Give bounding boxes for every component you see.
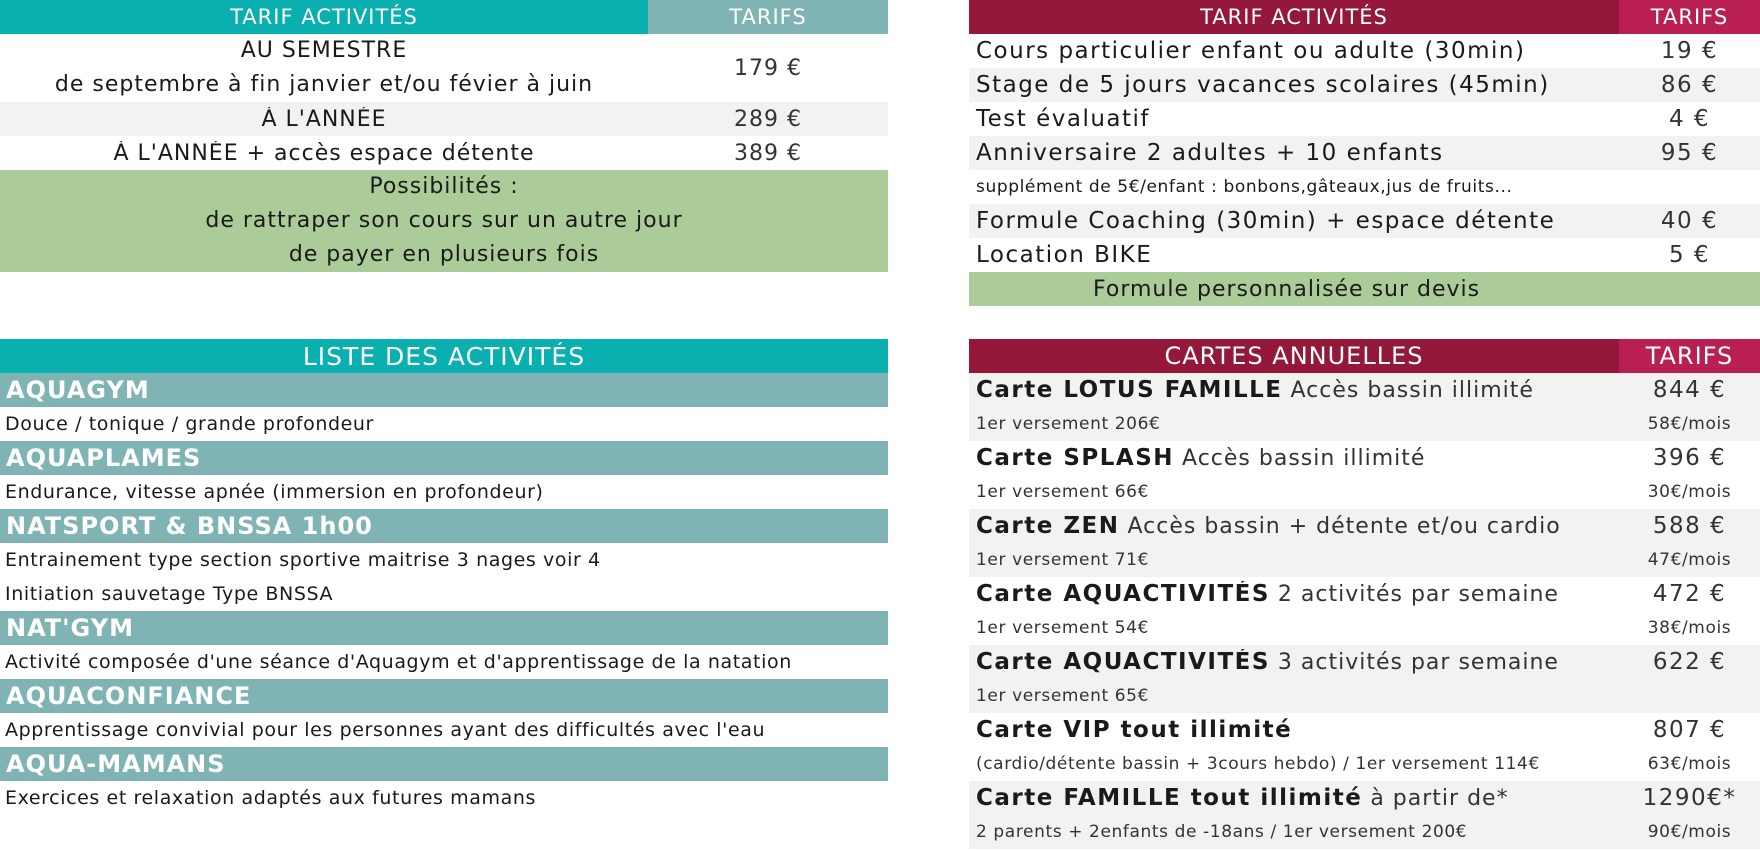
carte-detail: Accès bassin illimité: [1282, 378, 1534, 403]
possibilites-box: [0, 170, 888, 272]
activites-list: [0, 373, 888, 815]
carte-price: 844 €: [1652, 377, 1727, 403]
carte-name: Carte SPLASH: [976, 445, 1175, 471]
carte-sub-row: [969, 679, 1760, 713]
tarifs-droite-rows: [969, 34, 1760, 272]
carte-mensualite: 30€/mois: [1647, 482, 1732, 502]
tarif-droite-price: 95 €: [1660, 140, 1719, 166]
tarif-droite-label: Stage de 5 jours vacances scolaires (45min): [976, 72, 1550, 98]
tarif-droite-label: Location BIKE: [976, 242, 1153, 268]
carte-versement: 1er versement 66€: [976, 482, 1150, 502]
carte-price: 588 €: [1652, 513, 1727, 539]
activite-description: Initiation sauvetage Type BNSSA: [5, 583, 334, 605]
carte-label: [969, 717, 1619, 743]
tarif-row-annee: [0, 102, 888, 136]
carte-label: [969, 377, 1619, 403]
activite-name: NATSPORT & BNSSA 1h00: [0, 509, 888, 543]
carte-sub-row: [969, 407, 1760, 441]
carte-label: [969, 445, 1619, 471]
tarif-row-annee-detente: [0, 136, 888, 170]
cartes-header-label: CARTES ANNUELLES: [969, 339, 1619, 373]
carte-mensualite: 58€/mois: [1647, 414, 1732, 434]
carte-sub-row: [969, 611, 1760, 645]
cartes-header: [969, 339, 1760, 373]
activite-description: Apprentissage convivial pour les personnes ayant des difficultés avec l'eau: [5, 719, 766, 741]
tarif-droite-label: Test évaluatif: [976, 106, 1151, 132]
activite-description: Exercices et relaxation adaptés aux futures mamans: [5, 787, 536, 809]
carte-mensualite: 38€/mois: [1647, 618, 1732, 638]
carte-price: 472 €: [1652, 581, 1727, 607]
carte-name: Carte LOTUS FAMILLE: [976, 377, 1283, 403]
tarif-droite-label: Formule Coaching (30min) + espace détente: [976, 208, 1556, 234]
tarifs-droite-panel: [969, 0, 1760, 306]
tarif-droite-label: Anniversaire 2 adultes + 10 enfants: [976, 140, 1444, 166]
carte-versement: 1er versement 65€: [976, 686, 1150, 706]
cartes-header-price: TARIFS: [1619, 339, 1760, 373]
tarifs-droite-header-price: TARIFS: [1619, 0, 1760, 34]
carte-detail: à partir de*: [1362, 786, 1509, 811]
carte-name: Carte ZEN: [976, 513, 1120, 539]
possibilites-title: Possibilités :: [369, 174, 519, 199]
cartes-panel: [969, 339, 1760, 849]
carte-detail: Accès bassin + détente et/ou cardio: [1119, 514, 1561, 539]
tarifs-droite-header: [969, 0, 1760, 34]
carte-price: 622 €: [1652, 649, 1727, 675]
tarif-droite-label: Cours particulier enfant ou adulte (30min): [976, 38, 1526, 64]
activite-description: Endurance, vitesse apnée (immersion en profondeur): [5, 481, 544, 503]
carte-versement: (cardio/détente bassin + 3cours hebdo) / 1er versement 114€: [976, 754, 1540, 774]
tarif-droite-row: [969, 102, 1760, 136]
carte-detail: Accès bassin illimité: [1174, 446, 1426, 471]
activite-description: Entrainement type section sportive maitrise 3 nages voir 4: [5, 549, 601, 571]
tarif-droite-price: 40 €: [1660, 208, 1719, 234]
activite-name: AQUA-MAMANS: [0, 747, 888, 781]
carte-row: [969, 577, 1760, 611]
carte-row: [969, 781, 1760, 815]
tarif-droite-label: supplément de 5€/enfant : bonbons,gâteaux,jus de fruits...: [976, 177, 1513, 197]
tarif-droite-row: [969, 136, 1760, 170]
tarif-droite-price: 5 €: [1668, 242, 1711, 268]
tarif-label: À L'ANNÉE: [261, 106, 387, 132]
carte-price: 807 €: [1652, 717, 1727, 743]
activite-name: NAT'GYM: [0, 611, 888, 645]
tarif-droite-row: [969, 34, 1760, 68]
carte-price: 396 €: [1652, 445, 1727, 471]
tarif-label-detail: de septembre à fin janvier et/ou févier à juin: [54, 72, 594, 97]
carte-price: 1290€*: [1642, 785, 1737, 811]
carte-row: [969, 373, 1760, 407]
tarif-label: AU SEMESTRE: [240, 38, 408, 63]
carte-versement: 2 parents + 2enfants de -18ans / 1er versement 200€: [976, 822, 1468, 842]
devis-footer: [969, 272, 1760, 306]
carte-row: [969, 509, 1760, 543]
carte-sub-row: [969, 543, 1760, 577]
tarifs-gauche-header: [0, 0, 888, 34]
activite-name: AQUAGYM: [0, 373, 888, 407]
tarif-droite-price: 86 €: [1660, 72, 1719, 98]
tarifs-gauche-header-label: TARIF ACTIVITÉS: [0, 0, 648, 34]
tarif-droite-price: 19 €: [1660, 38, 1719, 64]
carte-name: Carte VIP tout illimité: [976, 717, 1293, 743]
tarif-label: À L'ANNÉE + accès espace détente: [113, 140, 535, 166]
activite-description: Douce / tonique / grande profondeur: [5, 413, 374, 435]
tarifs-gauche-panel: [0, 0, 888, 272]
tarif-droite-row: [969, 170, 1760, 204]
tarif-droite-row: [969, 204, 1760, 238]
carte-name: Carte FAMILLE tout illimité: [976, 785, 1363, 811]
carte-row: [969, 645, 1760, 679]
carte-mensualite: 90€/mois: [1647, 822, 1732, 842]
tarifs-gauche-header-price: TARIFS: [648, 0, 888, 34]
carte-label: [969, 581, 1619, 607]
activite-name: AQUACONFIANCE: [0, 679, 888, 713]
activite-description: Activité composée d'une séance d'Aquagym et d'apprentissage de la natation: [5, 651, 792, 673]
tarif-row-semestre: [0, 34, 888, 102]
activite-name: AQUAPLAMES: [0, 441, 888, 475]
carte-label: [969, 513, 1619, 539]
carte-sub-row: [969, 747, 1760, 781]
activites-panel: [0, 339, 888, 815]
tarif-droite-row: [969, 238, 1760, 272]
carte-name: Carte AQUACTIVITÉS: [976, 581, 1270, 607]
carte-label: [969, 785, 1619, 811]
carte-name: Carte AQUACTIVITÉS: [976, 649, 1270, 675]
carte-row: [969, 713, 1760, 747]
tarif-droite-price: 4 €: [1668, 106, 1711, 132]
tarifs-droite-header-label: TARIF ACTIVITÉS: [969, 0, 1619, 34]
tarif-price: 289 €: [734, 106, 802, 132]
possibilites-item: de rattraper son cours sur un autre jour: [205, 208, 683, 233]
cartes-list: [969, 373, 1760, 849]
carte-mensualite: 63€/mois: [1647, 754, 1732, 774]
possibilites-item: de payer en plusieurs fois: [288, 242, 600, 267]
carte-versement: 1er versement 71€: [976, 550, 1150, 570]
carte-row: [969, 441, 1760, 475]
carte-label: [969, 649, 1619, 675]
tarif-droite-row: [969, 68, 1760, 102]
tarif-price: 179 €: [734, 55, 802, 81]
devis-footer-label: Formule personnalisée sur devis: [1093, 276, 1481, 302]
carte-detail: 3 activités par semaine: [1269, 650, 1559, 675]
carte-detail: 2 activités par semaine: [1269, 582, 1559, 607]
carte-sub-row: [969, 475, 1760, 509]
tarif-price: 389 €: [734, 140, 802, 166]
activites-header: [0, 339, 888, 373]
carte-versement: 1er versement 54€: [976, 618, 1150, 638]
activites-header-label: LISTE DES ACTIVITÉS: [302, 341, 586, 371]
carte-mensualite: 47€/mois: [1647, 550, 1732, 570]
carte-versement: 1er versement 206€: [976, 414, 1161, 434]
carte-sub-row: [969, 815, 1760, 849]
